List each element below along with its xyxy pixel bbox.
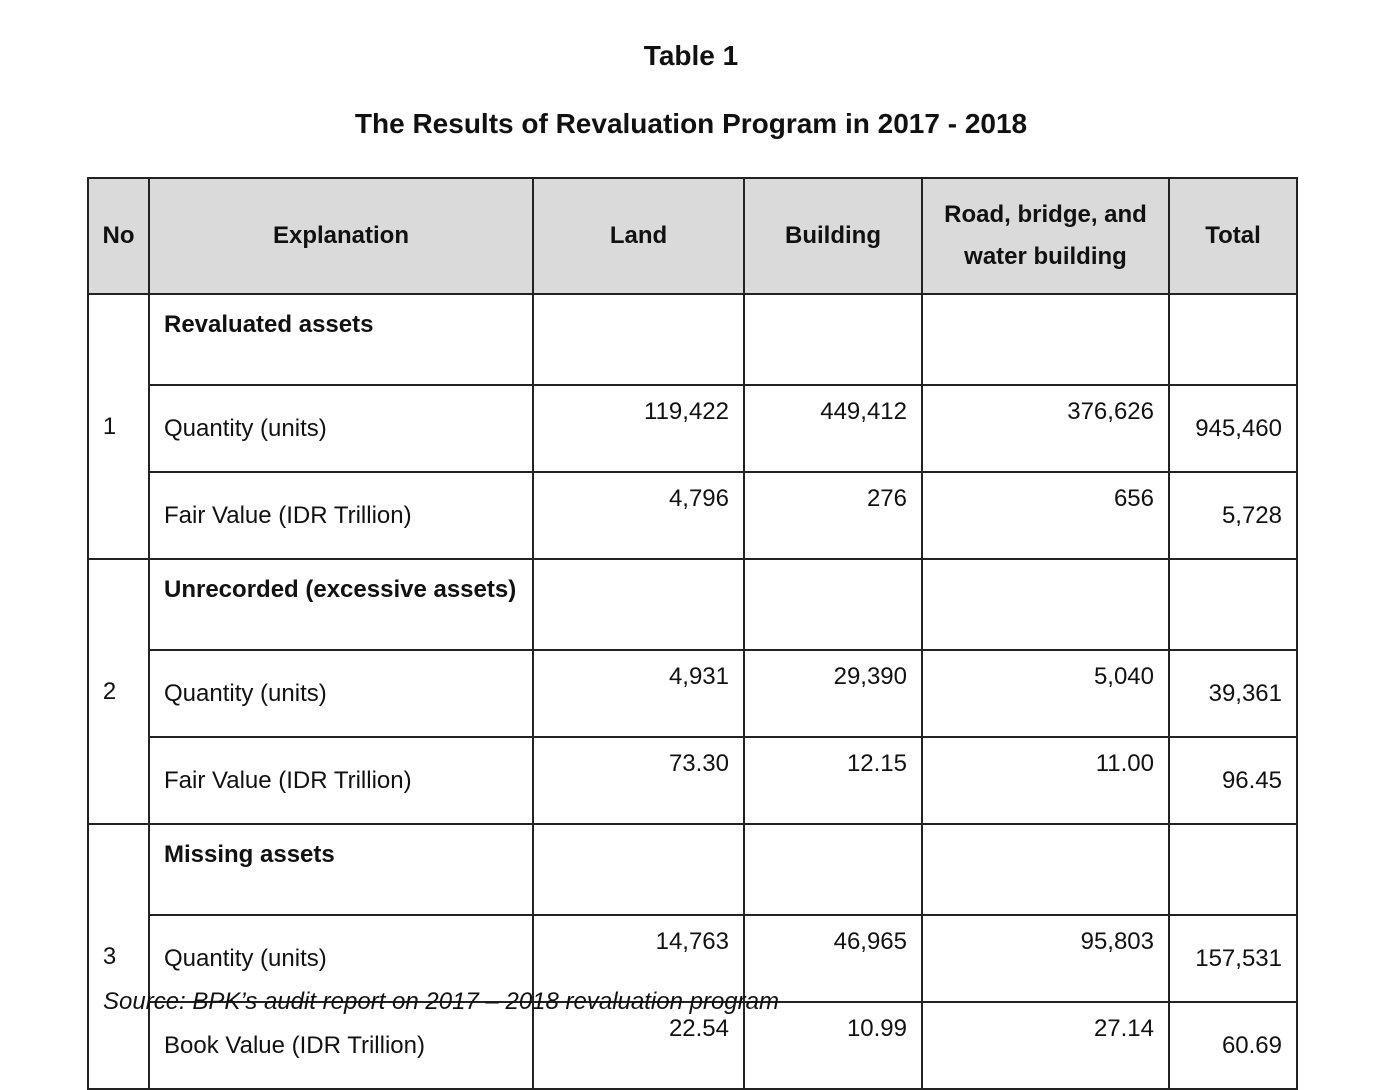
empty-cell: [744, 294, 922, 385]
empty-cell: [922, 294, 1169, 385]
row-label: Fair Value (IDR Trillion): [149, 472, 533, 559]
row-label: Book Value (IDR Trillion): [149, 1002, 533, 1089]
empty-cell: [533, 294, 744, 385]
source-note: Source: BPK’s audit report on 2017 – 2018 revaluation program: [103, 988, 779, 1015]
header-road-line1: Road, bridge, and: [944, 201, 1147, 228]
road-value: 5,040: [922, 650, 1169, 737]
header-explanation: Explanation: [149, 178, 533, 294]
revaluation-table: [87, 177, 1298, 1090]
row-number: 3: [88, 824, 149, 1089]
table-row: [88, 559, 1297, 650]
section-title: Missing assets: [149, 824, 533, 915]
empty-cell: [1169, 824, 1297, 915]
building-value: 12.15: [744, 737, 922, 824]
table-row: [88, 472, 1297, 559]
total-value: 5,728: [1169, 472, 1297, 559]
table-title: The Results of Revaluation Program in 2017 - 2018: [354, 108, 1028, 139]
empty-cell: [1169, 559, 1297, 650]
land-value: 4,931: [533, 650, 744, 737]
header-no: No: [88, 178, 149, 294]
land-value: 22.54: [533, 1002, 744, 1089]
table-row: [88, 650, 1297, 737]
header-road-line2: water building: [964, 243, 1127, 270]
building-value: 276: [744, 472, 922, 559]
empty-cell: [744, 824, 922, 915]
building-value: 46,965: [744, 915, 922, 1002]
row-label: Fair Value (IDR Trillion): [149, 737, 533, 824]
row-number: 2: [88, 559, 149, 824]
total-value: 39,361: [1169, 650, 1297, 737]
header-total: Total: [1169, 178, 1297, 294]
road-value: 376,626: [922, 385, 1169, 472]
road-value: 11.00: [922, 737, 1169, 824]
road-value: 27.14: [922, 1002, 1169, 1089]
land-value: 4,796: [533, 472, 744, 559]
building-value: 10.99: [744, 1002, 922, 1089]
table-row: [88, 294, 1297, 385]
land-value: 73.30: [533, 737, 744, 824]
table-row: [88, 737, 1297, 824]
section-title: Unrecorded (excessive assets): [149, 559, 533, 650]
row-label: Quantity (units): [149, 915, 533, 1002]
table-row: [88, 824, 1297, 915]
building-value: 449,412: [744, 385, 922, 472]
building-value: 29,390: [744, 650, 922, 737]
empty-cell: [922, 824, 1169, 915]
table-row: [88, 385, 1297, 472]
empty-cell: [533, 824, 744, 915]
header-land: Land: [533, 178, 744, 294]
header-building: Building: [744, 178, 922, 294]
empty-cell: [1169, 294, 1297, 385]
total-value: 60.69: [1169, 1002, 1297, 1089]
total-value: 157,531: [1169, 915, 1297, 1002]
row-number: 1: [88, 294, 149, 559]
empty-cell: [744, 559, 922, 650]
row-label: Quantity (units): [149, 650, 533, 737]
section-title: Revaluated assets: [149, 294, 533, 385]
road-value: 656: [922, 472, 1169, 559]
total-value: 96.45: [1169, 737, 1297, 824]
header-row: [88, 178, 1297, 294]
total-value: 945,460: [1169, 385, 1297, 472]
road-value: 95,803: [922, 915, 1169, 1002]
header-road-bridge-water: [922, 178, 1169, 294]
row-label: Quantity (units): [149, 385, 533, 472]
empty-cell: [922, 559, 1169, 650]
empty-cell: [533, 559, 744, 650]
table-label: Table 1: [643, 40, 739, 71]
land-value: 119,422: [533, 385, 744, 472]
land-value: 14,763: [533, 915, 744, 1002]
